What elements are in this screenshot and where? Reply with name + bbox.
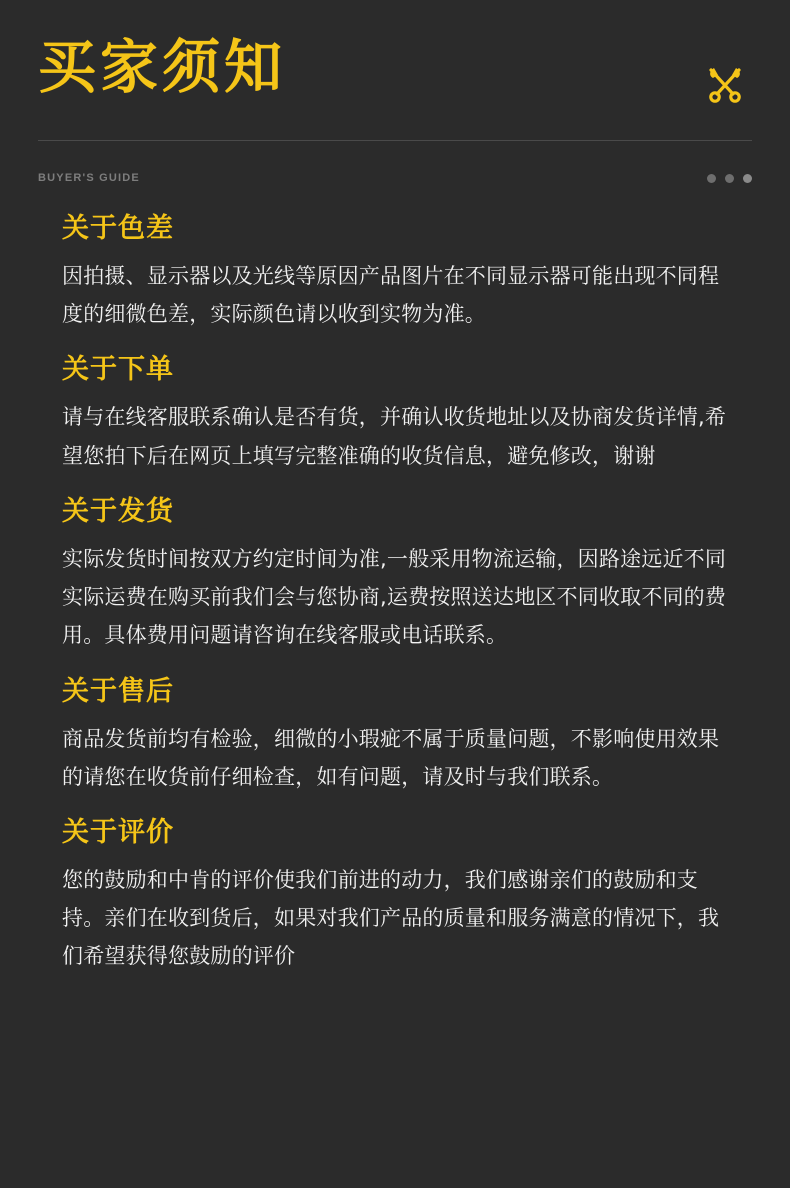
- guide-section: [62, 810, 728, 976]
- header-divider: [38, 140, 752, 141]
- section-body: 实际发货时间按双方约定时间为准,一般采用物流运输，因路途远近不同实际运费在购买前我们会与您协商,运费按照送达地区不同收取不同的费用。具体费用问题请咨询在线客服或电话联系。: [62, 546, 727, 648]
- decorative-dots: [707, 174, 752, 183]
- page-title: 买家须知: [38, 33, 287, 101]
- guide-sections: [0, 190, 790, 976]
- page-subtitle: BUYER'S GUIDE: [38, 172, 140, 184]
- section-body: 因拍摄、显示器以及光线等原因产品图片在不同显示器可能出现不同程度的细微色差，实际颜色请以收到实物为准。: [62, 264, 720, 327]
- section-title: 关于评价: [62, 816, 174, 848]
- guide-section: [62, 669, 728, 796]
- section-title: 关于下单: [62, 354, 174, 386]
- section-title: 关于发货: [62, 495, 174, 527]
- tools-icon: [702, 62, 748, 108]
- section-title: 关于售后: [62, 675, 174, 707]
- guide-section: [62, 489, 728, 655]
- dot-3: [743, 174, 752, 183]
- dot-1: [707, 174, 716, 183]
- page-header: [0, 0, 790, 150]
- section-title: 关于色差: [62, 213, 174, 244]
- dot-2: [725, 174, 734, 183]
- section-body: 商品发货前均有检验，细微的小瑕疵不属于质量问题，不影响使用效果的请您在收货前仔细检查，如有问题，请及时与我们联系。: [62, 726, 720, 789]
- section-body: 请与在线客服联系确认是否有货，并确认收货地址以及协商发货详情,希望您拍下后在网页上填写完整准确的收货信息，避免修改，谢谢: [62, 405, 727, 468]
- subtitle-row: [0, 150, 790, 190]
- section-body: 您的鼓励和中肯的评价使我们前进的动力，我们感谢亲们的鼓励和支持。亲们在收到货后，如果对我们产品的质量和服务满意的情况下，我们希望获得您鼓励的评价: [62, 867, 720, 969]
- guide-section: [62, 347, 728, 474]
- guide-section: [62, 206, 728, 333]
